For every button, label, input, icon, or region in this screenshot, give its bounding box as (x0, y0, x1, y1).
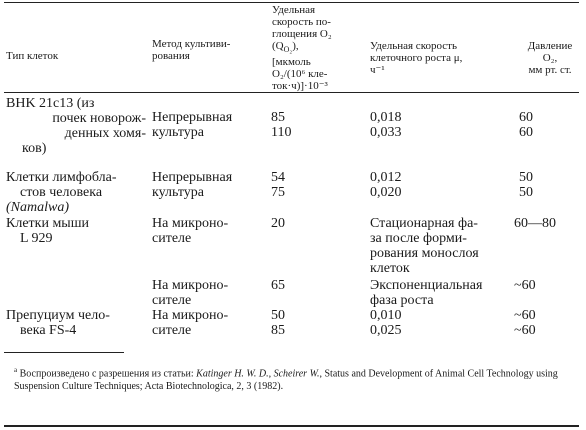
pressure-cell: ~60 (514, 278, 536, 293)
header-growth-rate: Удельная скорость клеточного роста μ, ч⁻¹ (370, 40, 463, 76)
method-cell: Непрерывная культура (152, 170, 233, 200)
pressure-cell: 50 50 (519, 170, 533, 200)
header-method: Метод культиви- рования (152, 38, 231, 62)
qo2-cell: 20 (271, 216, 285, 231)
header-oxygen-uptake: Удельная скорость по- глощения O₂ $(Q_{O_2})$, [мкмоль O₂/(10⁶ кле- ток·ч)]·10⁻³ (272, 4, 332, 93)
cell-line-name: Клетки лимфобла- стов человека (Namalwa) (6, 170, 117, 215)
footnote-marker: a (14, 366, 18, 374)
header-rule (4, 92, 579, 93)
growth-rate-cell: Экспоненциальная фаза роста (370, 278, 483, 308)
method-cell: Непрерывная культура (152, 110, 233, 140)
method-cell: На микроно- сителе (152, 308, 229, 338)
footnote-separator (4, 352, 124, 353)
header-cell-type: Тип клеток (6, 50, 59, 62)
footnote: $^a$ Воспроизведено с разрешения из статьи: Katinger H. W. D., Scheirer W., Status and Development of Animal Cell Technology using Suspension Culture Techniques; Acta Biotechnologica, 2, 3 (1982). (14, 366, 558, 393)
header-pressure: Давление O₂, мм рт. ст. (527, 40, 573, 76)
growth-rate-cell: 0,018 0,033 (370, 110, 402, 140)
growth-rate-cell: 0,010 0,025 (370, 308, 402, 338)
qo2-cell: 54 75 (271, 170, 285, 200)
cell-line-name: Клетки мыши L 929 (6, 216, 89, 246)
method-cell: На микроно- сителе (152, 278, 229, 308)
growth-rate-cell: 0,012 0,020 (370, 170, 402, 200)
table-top-rule (4, 2, 579, 3)
cell-line-name: BHK 21c13 (из почек новорож- денных хомя- ков) (6, 96, 146, 156)
pressure-cell: 60—80 (514, 216, 556, 231)
pressure-cell: ~60 ~60 (514, 308, 536, 338)
page-bottom-rule (4, 425, 579, 427)
growth-rate-cell: Стационарная фа- за после форми- рования монослоя клеток (370, 216, 479, 276)
method-cell: На микроно- сителе (152, 216, 229, 246)
cell-line-name: Препуциум чело- века FS-4 (6, 308, 110, 338)
qo2-cell: 65 (271, 278, 285, 293)
qo2-cell: 50 85 (271, 308, 285, 338)
pressure-cell: 60 60 (519, 110, 533, 140)
qo2-cell: 85 110 (271, 110, 292, 140)
